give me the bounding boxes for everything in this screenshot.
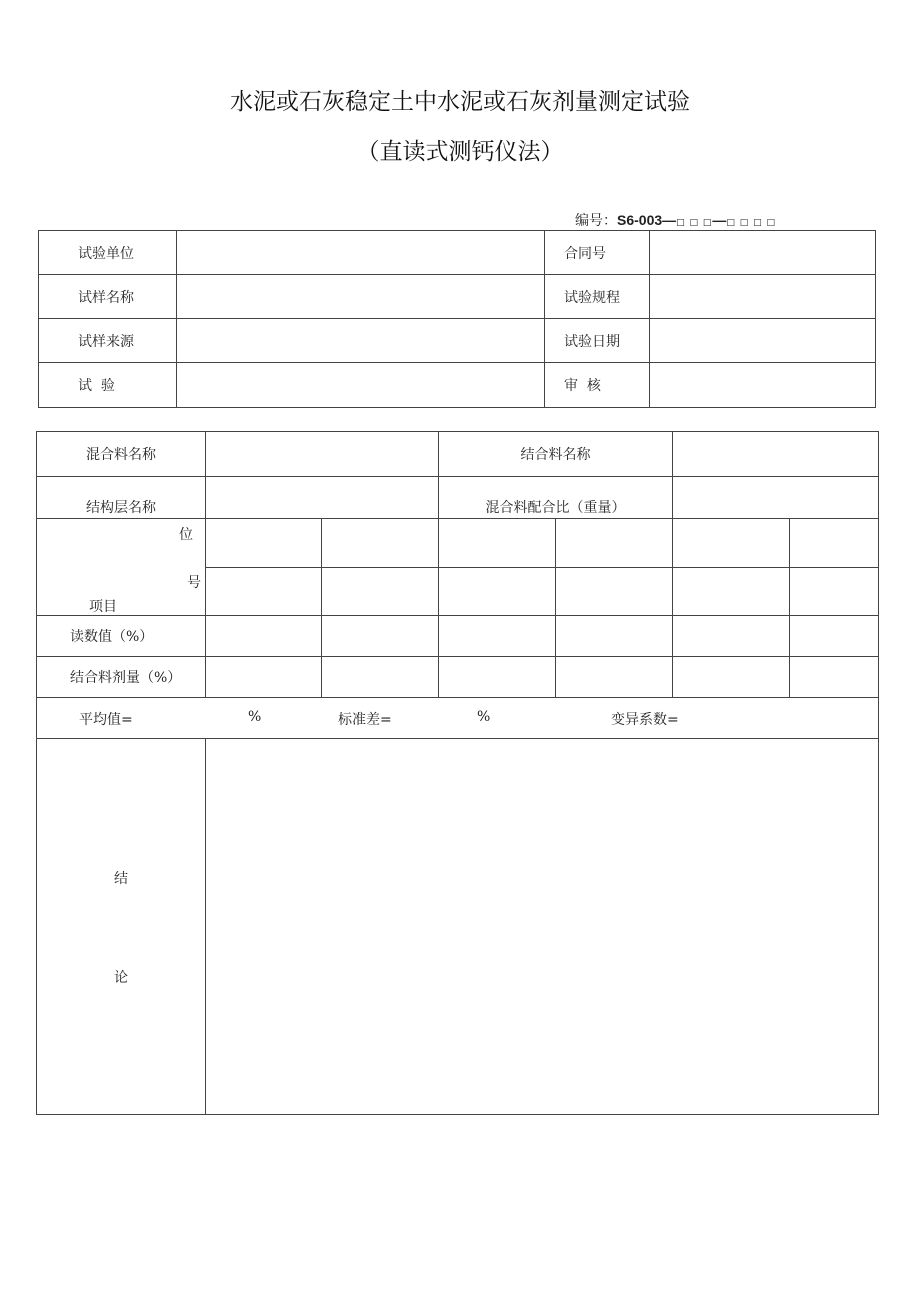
position-cell[interactable] <box>790 519 879 568</box>
binder-dose-cell[interactable] <box>322 657 439 698</box>
conclusion-label <box>37 739 206 1115</box>
statistics-row <box>37 698 879 739</box>
code-label: 编号： <box>575 213 617 229</box>
position-cell[interactable] <box>673 567 790 616</box>
cv-label: 变异系数= <box>611 712 679 728</box>
position-cell[interactable] <box>556 519 673 568</box>
reading-cell[interactable] <box>673 616 790 657</box>
position-cell[interactable] <box>206 519 322 568</box>
binder-dose-cell[interactable] <box>673 657 790 698</box>
binder-dose-cell[interactable] <box>206 657 322 698</box>
test-unit-label: 试验单位 <box>39 231 177 275</box>
info-table <box>38 230 876 408</box>
item-label: 项目 <box>89 599 117 615</box>
average-label: 平均值= <box>79 712 133 728</box>
test-date-field[interactable] <box>650 319 876 363</box>
binder-name-label: 结合料名称 <box>439 432 673 477</box>
reading-cell[interactable] <box>439 616 556 657</box>
mix-ratio-label: 混合料配合比（重量） <box>439 477 673 519</box>
mix-name-label: 混合料名称 <box>37 432 206 477</box>
code-boxes-1: □ □ □ <box>676 218 713 228</box>
reading-label: 读数值（%） <box>37 616 206 657</box>
test-date-label: 试验日期 <box>545 319 650 363</box>
binder-dose-cell[interactable] <box>439 657 556 698</box>
binder-dose-cell[interactable] <box>790 657 879 698</box>
std-dev-unit: % <box>477 709 491 725</box>
binder-name-field[interactable] <box>673 432 879 477</box>
position-cell[interactable] <box>206 567 322 616</box>
binder-dose-label: 结合料剂量（%） <box>37 657 206 698</box>
tester-field[interactable] <box>177 363 545 408</box>
position-cell[interactable] <box>439 519 556 568</box>
position-item-header <box>37 519 206 616</box>
test-unit-field[interactable] <box>177 231 545 275</box>
test-spec-field[interactable] <box>650 275 876 319</box>
code-boxes-2: □ □ □ □ <box>726 218 776 228</box>
sample-name-field[interactable] <box>177 275 545 319</box>
test-spec-label: 试验规程 <box>545 275 650 319</box>
reading-cell[interactable] <box>790 616 879 657</box>
reading-cell[interactable] <box>206 616 322 657</box>
mix-ratio-field[interactable] <box>673 477 879 519</box>
position-cell[interactable] <box>439 567 556 616</box>
reviewer-field[interactable] <box>650 363 876 408</box>
sample-source-label: 试样来源 <box>39 319 177 363</box>
position-label-1: 位 <box>179 527 193 543</box>
mix-name-field[interactable] <box>206 432 439 477</box>
std-dev-label: 标准差= <box>338 712 392 728</box>
code-value: S6-003— <box>617 212 677 228</box>
position-cell[interactable] <box>322 519 439 568</box>
reading-cell[interactable] <box>556 616 673 657</box>
conclusion-char-1: 结 <box>114 871 128 887</box>
position-label-2: 号 <box>187 575 201 591</box>
conclusion-field[interactable] <box>206 739 879 1115</box>
contract-no-field[interactable] <box>650 231 876 275</box>
binder-dose-cell[interactable] <box>556 657 673 698</box>
average-unit: % <box>248 709 262 725</box>
sample-name-label: 试样名称 <box>39 275 177 319</box>
reading-cell[interactable] <box>322 616 439 657</box>
position-cell[interactable] <box>673 519 790 568</box>
position-cell[interactable] <box>556 567 673 616</box>
reviewer-label: 审 核 <box>545 363 650 408</box>
conclusion-char-2: 论 <box>114 970 128 986</box>
document-code <box>575 210 776 230</box>
position-cell[interactable] <box>322 567 439 616</box>
contract-no-label: 合同号 <box>545 231 650 275</box>
code-separator: — <box>712 212 727 228</box>
layer-name-label: 结构层名称 <box>37 477 206 519</box>
position-cell[interactable] <box>790 567 879 616</box>
layer-name-field[interactable] <box>206 477 439 519</box>
page-title: 水泥或石灰稳定土中水泥或石灰剂量测定试验 <box>230 89 690 115</box>
sample-source-field[interactable] <box>177 319 545 363</box>
tester-label: 试 验 <box>39 363 177 408</box>
page-subtitle: （直读式测钙仪法） <box>356 139 564 165</box>
main-table <box>36 431 879 1115</box>
